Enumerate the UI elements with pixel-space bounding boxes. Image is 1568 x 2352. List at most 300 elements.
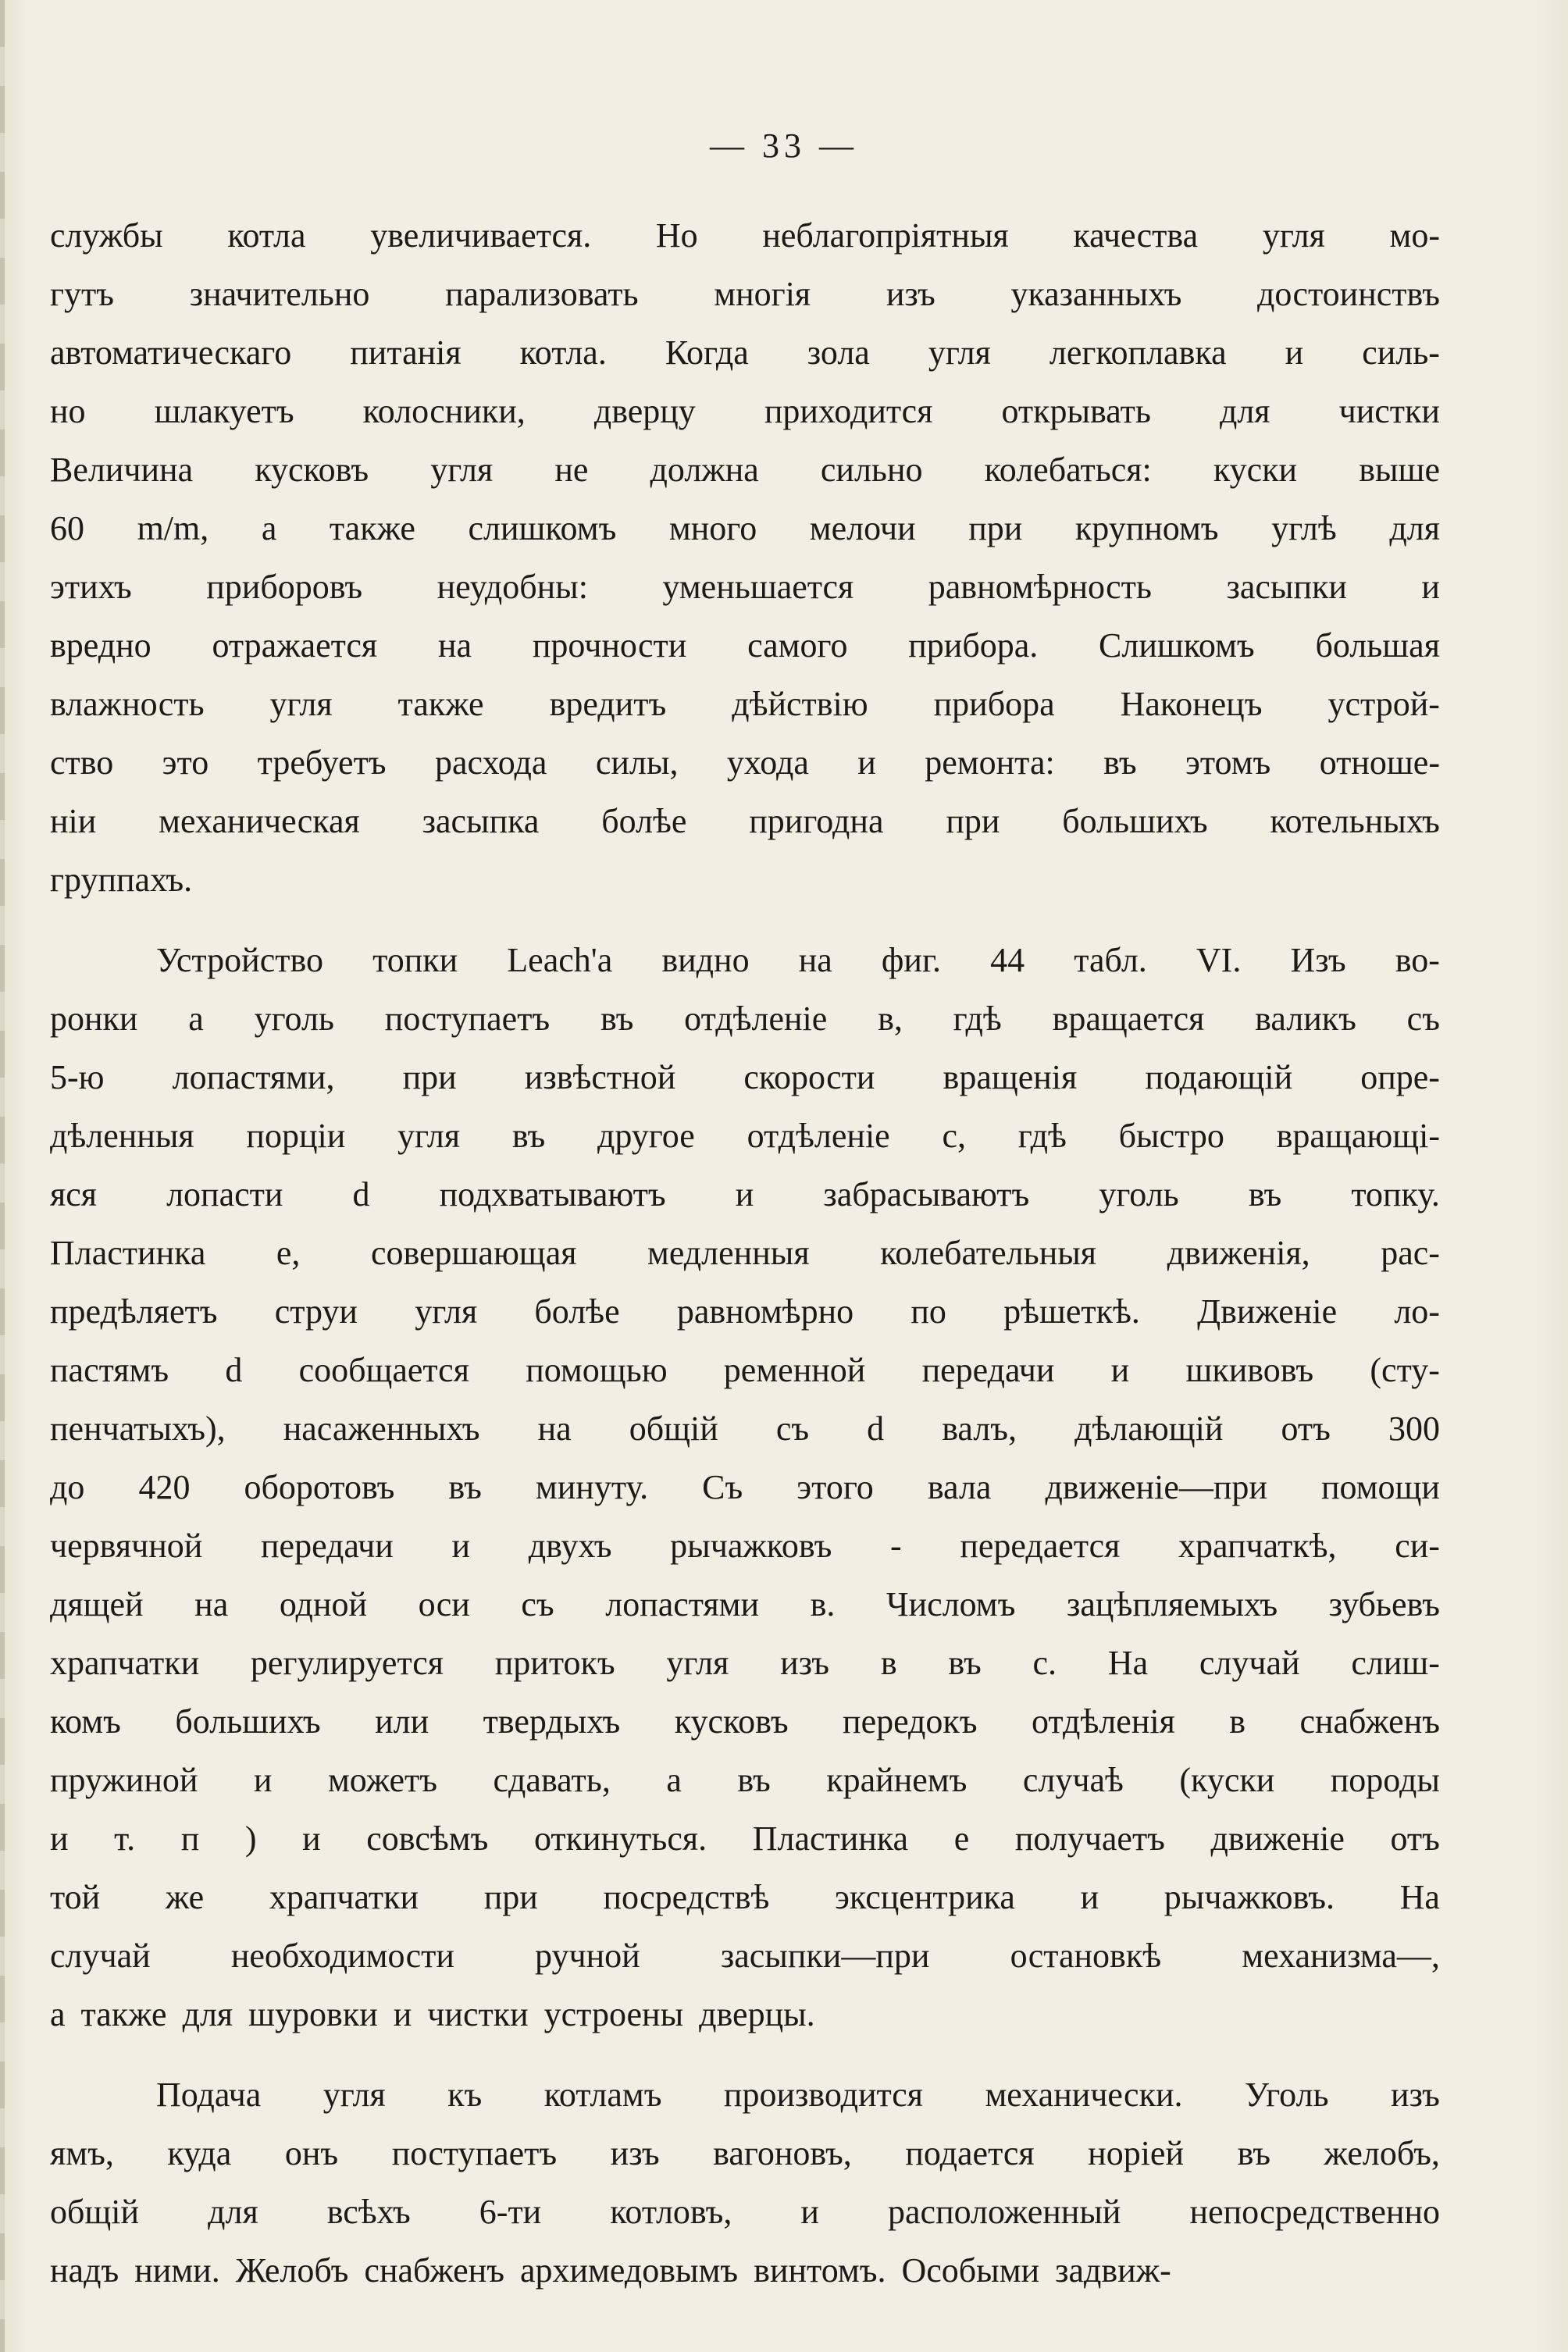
word: На: [1107, 1644, 1149, 1682]
word: ухода: [726, 743, 809, 782]
word: силь-: [1362, 333, 1440, 372]
word: на: [194, 1585, 229, 1623]
text-line: [50, 1282, 1440, 1341]
text-line: [50, 1224, 1440, 1282]
word: котла.: [519, 333, 607, 372]
word: подхватываютъ: [439, 1175, 666, 1213]
word: c,: [942, 1117, 966, 1155]
word: непосредственно: [1189, 2193, 1440, 2231]
word: передачи: [921, 1351, 1055, 1389]
word: сильно: [820, 451, 923, 489]
paragraph: [50, 2065, 1440, 2300]
word: вагоновъ,: [713, 2134, 852, 2172]
word: ніи: [50, 802, 97, 840]
word: архимедовымъ: [519, 2251, 739, 2290]
word: в: [880, 1644, 897, 1682]
word: въ: [948, 1644, 982, 1682]
word: ямъ,: [50, 2134, 114, 2172]
word: при: [968, 509, 1023, 547]
word: устрой-: [1327, 685, 1440, 723]
word: a: [188, 1000, 204, 1038]
word: т.: [114, 1819, 136, 1858]
text-line: [50, 1926, 1440, 1985]
word: случай: [1199, 1644, 1300, 1682]
word: d: [352, 1175, 370, 1213]
word: по: [911, 1292, 946, 1331]
word: на: [537, 1409, 572, 1448]
word: порціи: [246, 1117, 346, 1155]
text-line: [50, 382, 1440, 440]
text-line: [50, 2183, 1440, 2241]
word: съ: [521, 1585, 554, 1623]
word: забрасываютъ: [823, 1175, 1030, 1213]
word: общій: [629, 1409, 718, 1448]
word: во-: [1395, 941, 1440, 979]
word: колебательныя: [880, 1234, 1097, 1272]
word: скорости: [743, 1058, 875, 1096]
word: съ: [1406, 1000, 1440, 1038]
word: на: [798, 941, 832, 979]
word: оси: [418, 1585, 470, 1623]
text-line: [50, 558, 1440, 616]
word: и: [50, 1819, 69, 1858]
word: на: [437, 626, 472, 665]
word: совершающая: [370, 1234, 577, 1272]
word: ло-: [1394, 1292, 1440, 1331]
word: отдѣленіе: [684, 1000, 828, 1038]
word: Когда: [665, 333, 749, 372]
word: производится: [723, 2076, 924, 2114]
word: засыпка: [422, 802, 540, 840]
word: движеніе: [1210, 1819, 1345, 1858]
word: Особыми: [901, 2251, 1040, 2290]
word: в: [1229, 1702, 1246, 1741]
word: п: [180, 1819, 200, 1858]
word: до: [50, 1468, 85, 1506]
word: Величина: [50, 451, 194, 489]
word: вращающі-: [1276, 1117, 1440, 1155]
word: угля: [928, 333, 991, 372]
word: въ: [737, 1761, 771, 1799]
word: и: [1110, 1351, 1130, 1389]
word: той: [50, 1878, 101, 1916]
word: крайнемъ: [826, 1761, 968, 1799]
word: въ: [1103, 743, 1137, 782]
word: пастямъ: [50, 1351, 169, 1389]
word: это: [162, 743, 209, 782]
word: расположенный: [888, 2193, 1121, 2231]
text-line: [50, 206, 1440, 265]
word: угля: [323, 2076, 386, 2114]
word: большихъ: [175, 1702, 321, 1741]
word: яся: [50, 1175, 98, 1213]
word: равномѣрность: [928, 568, 1152, 606]
word: случай: [50, 1937, 151, 1975]
word: Слишкомъ: [1099, 626, 1255, 665]
word: прочности: [532, 626, 687, 665]
word: поступаетъ: [384, 1000, 551, 1038]
word: и: [800, 2193, 819, 2231]
word: зола: [807, 333, 870, 372]
text-line: [50, 792, 1440, 850]
word: и: [253, 1761, 273, 1799]
word: многія: [714, 275, 811, 313]
text-line: [50, 499, 1440, 558]
word: дѣлающій: [1074, 1409, 1224, 1448]
word: насаженныхъ: [283, 1409, 480, 1448]
word: струи: [274, 1292, 358, 1331]
word: изъ: [1391, 2076, 1440, 2114]
word: Движеніе: [1197, 1292, 1338, 1331]
word: породы: [1330, 1761, 1440, 1799]
word: надъ: [50, 2251, 119, 2290]
word: -: [890, 1527, 902, 1565]
word: откинуться.: [533, 1819, 707, 1858]
word: уголь: [1099, 1175, 1179, 1213]
word: приходится: [764, 392, 933, 430]
word: d: [867, 1409, 885, 1448]
word: оборотовъ: [244, 1468, 395, 1506]
text-line: [50, 2241, 1440, 2300]
word: питанія: [350, 333, 461, 372]
word: валъ,: [942, 1409, 1017, 1448]
word: желобъ,: [1324, 2134, 1440, 2172]
text-line: [50, 1458, 1440, 1516]
word: шлакуетъ: [154, 392, 294, 430]
word: качества: [1073, 216, 1199, 255]
word: рас-: [1381, 1234, 1440, 1272]
word: (сту-: [1370, 1351, 1440, 1389]
word: устроены: [543, 1995, 684, 2033]
word: а: [50, 1995, 66, 2033]
word: слиш-: [1351, 1644, 1440, 1682]
word: одной: [279, 1585, 368, 1623]
word: требуетъ: [257, 743, 387, 782]
word: болѣе: [601, 802, 687, 840]
word: e: [953, 1819, 970, 1858]
word: указанныхъ: [1010, 275, 1182, 313]
word: винтомъ.: [754, 2251, 886, 2290]
word: равномѣрно: [676, 1292, 854, 1331]
word: валикъ: [1255, 1000, 1356, 1038]
word: регулируется: [250, 1644, 444, 1682]
word: въ: [600, 1000, 634, 1038]
word: угля: [1262, 216, 1325, 255]
word: неудобны:: [437, 568, 588, 606]
word: отъ: [1390, 1819, 1440, 1858]
word: гдѣ: [953, 1000, 1002, 1038]
word: ): [244, 1819, 257, 1858]
word: засыпки: [1226, 568, 1347, 606]
paragraph: [50, 206, 1440, 909]
word: онъ: [284, 2134, 339, 2172]
word: шуровки: [248, 1995, 378, 2033]
word: и: [1080, 1878, 1099, 1916]
text-line: [50, 323, 1440, 382]
word: вращается: [1052, 1000, 1205, 1038]
word: 5-ю: [50, 1058, 105, 1096]
word: можетъ: [327, 1761, 438, 1799]
word: вредно: [50, 626, 151, 665]
word: в,: [878, 1000, 903, 1038]
word: уменьшается: [662, 568, 854, 606]
word: рѣшеткѣ.: [1003, 1292, 1140, 1331]
word: этого: [796, 1468, 874, 1506]
word: котламъ: [543, 2076, 662, 2114]
word: 420: [138, 1468, 191, 1506]
word: болѣе: [534, 1292, 620, 1331]
word: отноше-: [1319, 743, 1440, 782]
word: и: [857, 743, 876, 782]
word: случаѣ: [1022, 1761, 1124, 1799]
word: кусковъ: [674, 1702, 789, 1741]
text-line: [50, 1868, 1440, 1926]
text-line: [50, 265, 1440, 323]
text-line: [50, 1048, 1440, 1107]
word: комъ: [50, 1702, 121, 1741]
word: или: [375, 1702, 429, 1741]
text-line: [50, 675, 1440, 733]
word: лопастями: [605, 1585, 760, 1623]
word: подающій: [1145, 1058, 1293, 1096]
word: чистки: [1338, 392, 1440, 430]
word: не: [554, 451, 589, 489]
word: но: [50, 392, 86, 430]
word: также: [397, 685, 484, 723]
word: въ: [448, 1468, 482, 1506]
word: Устройство: [156, 941, 323, 979]
word: 44: [990, 941, 1025, 979]
word: двухъ: [528, 1527, 612, 1565]
word: много: [668, 509, 757, 547]
text-line: [50, 989, 1440, 1048]
word: значительно: [189, 275, 370, 313]
text-line: [50, 2065, 1440, 2124]
text-line: [50, 733, 1440, 792]
text-line: [50, 1692, 1440, 1751]
word: прибора.: [908, 626, 1039, 665]
word: топки: [372, 941, 458, 979]
word: механизма—,: [1242, 1937, 1440, 1975]
word: храпчатки: [269, 1878, 419, 1916]
word: для: [208, 2193, 258, 2231]
word: механическая: [159, 802, 360, 840]
word: получаетъ: [1014, 1819, 1165, 1858]
word: увеличивается.: [370, 216, 592, 255]
word: вращенія: [943, 1058, 1078, 1096]
word: засыпки—при: [720, 1937, 930, 1975]
word: ство: [50, 743, 114, 782]
word: лопастями,: [172, 1058, 335, 1096]
word: другое: [597, 1117, 695, 1155]
word: храпчатки: [50, 1644, 200, 1682]
word: въ: [511, 1117, 546, 1155]
word: топку.: [1351, 1175, 1440, 1213]
text-line: [50, 1516, 1440, 1575]
word: службы: [50, 216, 163, 255]
word: ронки: [50, 1000, 138, 1038]
word: Изъ: [1290, 941, 1346, 979]
word: же: [165, 1878, 205, 1916]
word: изъ: [610, 2134, 660, 2172]
word: Пластинка: [752, 1819, 909, 1858]
word: медленныя: [647, 1234, 810, 1272]
word: а: [261, 509, 277, 547]
text-line: [50, 1634, 1440, 1692]
word: рычажковъ.: [1164, 1878, 1335, 1916]
word: при: [946, 802, 1000, 840]
word: мо-: [1389, 216, 1440, 255]
word: неблагопріятныя: [762, 216, 1009, 255]
word: угля: [430, 451, 494, 489]
word: задвиж-: [1055, 2251, 1171, 2290]
word: всѣхъ: [326, 2193, 411, 2231]
word: червячной: [50, 1527, 203, 1565]
word: автоматическаго: [50, 333, 292, 372]
word: отражается: [212, 626, 378, 665]
word: и: [735, 1175, 754, 1213]
word: мелочи: [809, 509, 916, 547]
word: помощью: [526, 1351, 668, 1389]
word: угля: [666, 1644, 729, 1682]
word: углѣ: [1271, 509, 1337, 547]
word: этомъ: [1185, 743, 1271, 782]
word: угля: [269, 685, 333, 723]
word: группахъ.: [50, 861, 193, 899]
word: быстро: [1118, 1117, 1224, 1155]
word: e,: [276, 1234, 301, 1272]
word: колебаться:: [984, 451, 1152, 489]
text-line: [50, 440, 1440, 499]
word: снабженъ: [364, 2251, 504, 2290]
word: достоинствъ: [1257, 275, 1440, 313]
word: зубьевъ: [1328, 1585, 1440, 1623]
word: передокъ: [843, 1702, 978, 1741]
word: силы,: [595, 743, 679, 782]
word: шкивовъ: [1185, 1351, 1314, 1389]
text-line: [50, 1165, 1440, 1224]
word: колосники,: [362, 392, 526, 430]
word: и: [393, 1995, 412, 2033]
word: къ: [447, 2076, 483, 2114]
word: вредитъ: [549, 685, 667, 723]
word: пригодна: [749, 802, 884, 840]
word: эксцентрика: [835, 1878, 1015, 1916]
word: общій: [50, 2193, 140, 2231]
word: куски: [1213, 451, 1298, 489]
word: храпчаткѣ,: [1178, 1527, 1337, 1565]
word: d: [225, 1351, 243, 1389]
word: поступаетъ: [391, 2134, 558, 2172]
word: и: [451, 1527, 471, 1565]
word: передается: [960, 1527, 1121, 1565]
word: необходимости: [230, 1937, 454, 1975]
word: Числомъ: [886, 1585, 1016, 1623]
word: пружиной: [50, 1761, 198, 1799]
word: для: [1219, 392, 1270, 430]
text-line: [50, 2124, 1440, 2183]
word: На: [1399, 1878, 1440, 1916]
word: самого: [747, 626, 848, 665]
word: ременной: [723, 1351, 866, 1389]
word: дѣленныя: [50, 1117, 194, 1155]
word: сообщается: [298, 1351, 469, 1389]
word: (куски: [1179, 1761, 1275, 1799]
word: Подача: [156, 2076, 262, 2114]
word: должна: [650, 451, 759, 489]
word: опре-: [1360, 1058, 1440, 1096]
word: при: [402, 1058, 457, 1096]
word: котельныхъ: [1270, 802, 1440, 840]
word: совсѣмъ: [366, 1819, 489, 1858]
word: передачи: [261, 1527, 394, 1565]
word: угля: [397, 1117, 461, 1155]
word: VI.: [1196, 941, 1242, 979]
word: гутъ: [50, 275, 115, 313]
word: также: [80, 1995, 167, 2033]
text-line: [50, 931, 1440, 989]
word: помощи: [1320, 1468, 1440, 1506]
word: фиг.: [881, 941, 942, 979]
word: ручной: [535, 1937, 640, 1975]
word: извѣстной: [524, 1058, 676, 1096]
text-line: [50, 616, 1440, 675]
word: и: [1285, 333, 1304, 372]
text-line: [50, 1575, 1440, 1634]
word: котла: [227, 216, 306, 255]
word: Leach'a: [507, 941, 613, 979]
word: табл.: [1074, 941, 1147, 979]
word: уголь: [254, 1000, 334, 1038]
word: дѣйствію: [732, 685, 868, 723]
word: пенчатыхъ),: [50, 1409, 226, 1448]
word: Но: [655, 216, 698, 255]
word: дящей: [50, 1585, 144, 1623]
word: движенія,: [1167, 1234, 1310, 1272]
word: открывать: [1001, 392, 1151, 430]
word: прибора: [933, 685, 1055, 723]
word: Пластинка: [50, 1234, 206, 1272]
word: притокъ: [494, 1644, 615, 1682]
word: вала: [927, 1468, 992, 1506]
text-line: [50, 1809, 1440, 1868]
word: и: [302, 1819, 321, 1858]
word: минуту.: [535, 1468, 649, 1506]
word: остановкѣ: [1010, 1937, 1162, 1975]
word: при: [483, 1878, 538, 1916]
word: в.: [810, 1585, 836, 1623]
word: приборовъ: [206, 568, 363, 606]
text-line: [50, 1107, 1440, 1165]
word: котловъ,: [610, 2193, 732, 2231]
word: снабженъ: [1299, 1702, 1440, 1741]
word: изъ: [780, 1644, 830, 1682]
word: этихъ: [50, 568, 132, 606]
word: дверцы.: [699, 1995, 815, 2033]
text-line: [50, 1399, 1440, 1458]
word: отъ: [1281, 1409, 1331, 1448]
word: механически.: [985, 2076, 1183, 2114]
word: кусковъ: [255, 451, 369, 489]
word: сдавать,: [493, 1761, 611, 1799]
word: посредствѣ: [603, 1878, 770, 1916]
word: рычажковъ: [670, 1527, 832, 1565]
word: съ: [775, 1409, 810, 1448]
word: лопасти: [166, 1175, 283, 1213]
word: твердыхъ: [483, 1702, 621, 1741]
word: 6-ти: [479, 2193, 542, 2231]
text-line: [50, 1751, 1440, 1809]
